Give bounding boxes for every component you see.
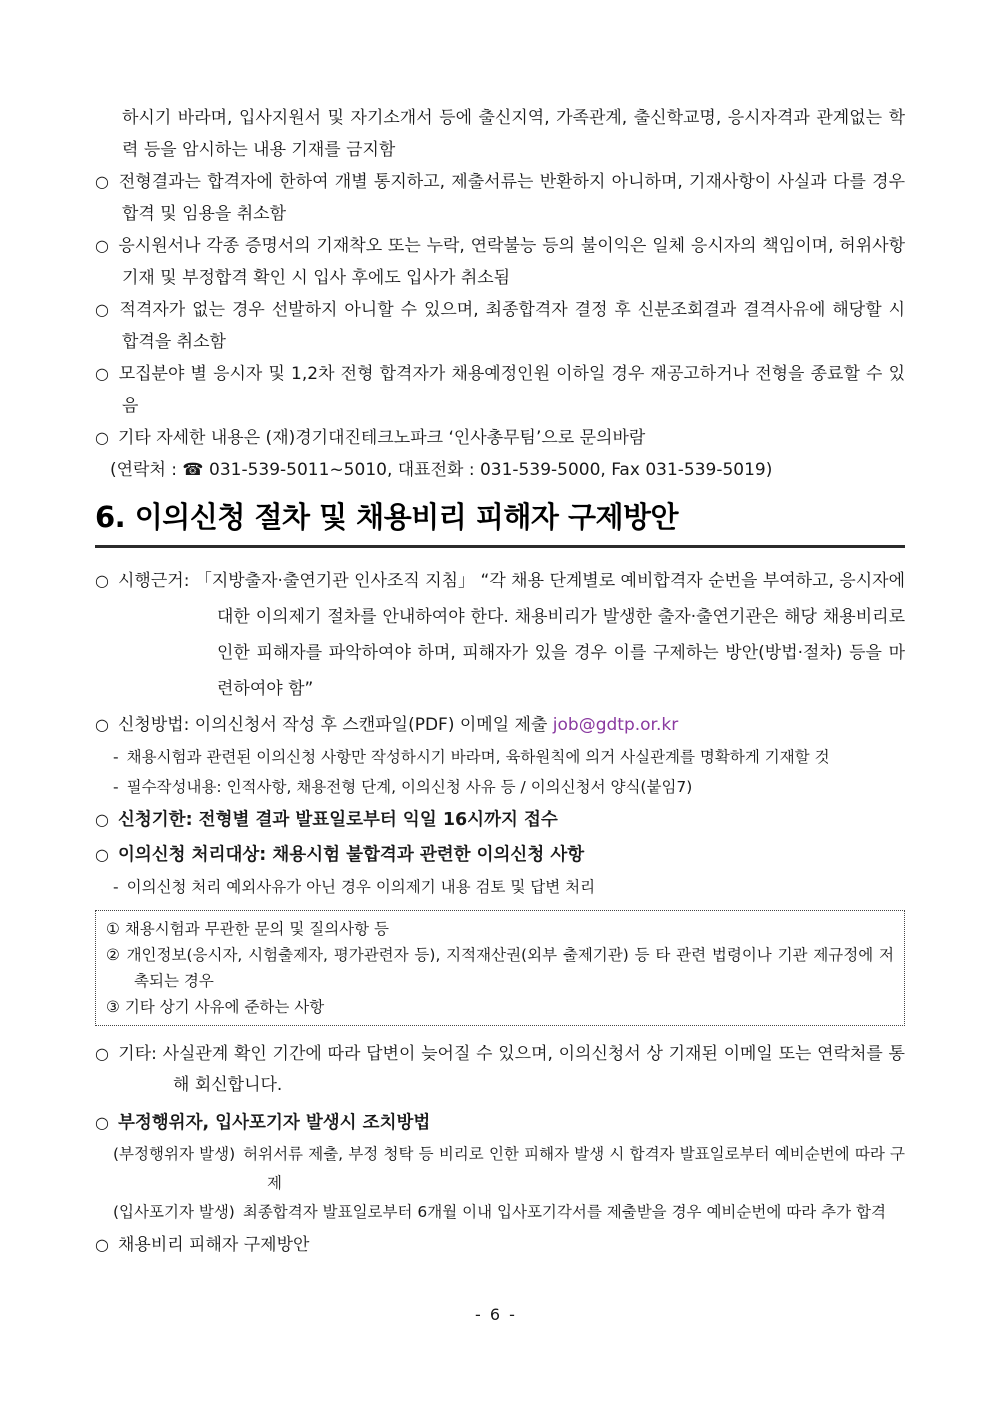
- list-item-remedy: [95, 1228, 905, 1262]
- circle-bullet: ○: [95, 571, 109, 590]
- contact-info-line: (연락처 : ☎ 031-539-5011~5010, 대표전화 : 031-539-5000, Fax 031-539-5019): [110, 460, 773, 480]
- measure-item: [95, 1140, 905, 1198]
- sub-list-item: [95, 742, 905, 772]
- dash-bullet: -: [113, 878, 119, 896]
- section-body: [95, 563, 905, 1262]
- sub-item-text: 채용시험과 관련된 이의신청 사항만 작성하시기 바라며, 육하원칙에 의거 사실관계를 명확하게 기재할 것: [126, 748, 830, 766]
- list-item: [95, 422, 905, 454]
- apply-method-text: 신청방법: 이의신청서 작성 후 스캔파일(PDF) 이메일 제출: [117, 715, 553, 735]
- circle-bullet: ○: [95, 845, 109, 864]
- list-item-apply-method: [95, 708, 905, 742]
- list-item-target: [95, 838, 905, 872]
- section-heading: 6. 이의신청 절차 및 채용비리 피해자 구제방안: [95, 499, 905, 548]
- list-item-measures-heading: [95, 1106, 905, 1140]
- sub-list-item: [95, 872, 905, 902]
- circle-bullet: ○: [95, 715, 109, 734]
- list-item-text: 기타 자세한 내용은 (재)경기대진테크노파크 ‘인사총무팀’으로 문의바람: [117, 428, 646, 448]
- list-item-text: 전형결과는 합격자에 한하여 개별 통지하고, 제출서류는 반환하지 아니하며, 기재사항이 사실과 다를 경우 합격 및 임용을 취소함: [118, 172, 905, 224]
- circle-bullet: ○: [95, 236, 110, 255]
- circle-bullet: ○: [95, 1235, 109, 1254]
- email-link[interactable]: job@gdtp.or.kr: [552, 715, 679, 735]
- list-item-deadline: [95, 803, 905, 837]
- list-item: [95, 358, 905, 422]
- exception-item: ③ 기타 상기 사유에 준하는 사항: [106, 998, 325, 1016]
- list-item: [95, 294, 905, 358]
- list-item-etc: [95, 1038, 905, 1101]
- measure-item: [95, 1198, 905, 1227]
- measure-label: (부정행위자 발생): [113, 1145, 236, 1163]
- measure-text: 허위서류 제출, 부정 청탁 등 비리로 인한 피해자 발생 시 합격자 발표일로부터 예비순번에 따라 구제: [243, 1145, 905, 1192]
- circle-bullet: ○: [95, 300, 111, 319]
- circle-bullet: ○: [95, 428, 109, 447]
- sub-list-item: [95, 772, 905, 802]
- exception-item: ② 개인정보(응시자, 시험출제자, 평가관련자 등), 지적재산권(외부 출제기관) 등 타 관련 법령이나 기관 제규정에 저촉되는 경우: [106, 946, 894, 990]
- paragraph-continuation: 하시기 바라며, 입사지원서 및 자기소개서 등에 출신지역, 가족관계, 출신학교명, 응시자격과 관계없는 학력 등을 암시하는 내용 기재를 금지함: [122, 108, 905, 160]
- list-item-text: 적격자가 없는 경우 선발하지 아니할 수 있으며, 최종합격자 결정 후 신분조회결과 결격사유에 해당할 시 합격을 취소함: [119, 300, 905, 352]
- target-text: 이의신청 처리대상: 채용시험 불합격과 관련한 이의신청 사항: [117, 845, 585, 865]
- circle-bullet: ○: [95, 172, 110, 191]
- remedy-text: 채용비리 피해자 구제방안: [117, 1235, 310, 1255]
- circle-bullet: ○: [95, 364, 110, 383]
- deadline-text: 신청기한: 전형별 결과 발표일로부터 익일 16시까지 접수: [117, 810, 558, 830]
- list-item: [95, 230, 905, 294]
- dash-bullet: -: [113, 748, 119, 766]
- exception-item: ① 채용시험과 무관한 문의 및 질의사항 등: [106, 920, 390, 938]
- circle-bullet: ○: [95, 1044, 110, 1063]
- etc-text: 기타: 사실관계 확인 기간에 따라 답변이 늦어질 수 있으며, 이의신청서 상 기재된 이메일 또는 연락처를 통해 회신합니다.: [118, 1044, 905, 1095]
- page-number: - 6 -: [475, 1305, 517, 1324]
- list-item-basis: [95, 563, 905, 707]
- dash-bullet: -: [113, 778, 119, 796]
- basis-text: 시행근거: 「지방출자·출연기관 인사조직 지침」 “각 채용 단계별로 예비합격자 순번을 부여하고, 응시자에 대한 이의제기 절차를 안내하여야 한다. 채용비리가 발생한 출자·출연기관은 해당 채용비리로 인한 피해자를 파악하여야 하며, 피해자가 있을 경우 이를 구제하는 방안(방법·절차) 등을 마련하여야 함”: [118, 571, 906, 699]
- circle-bullet: ○: [95, 1113, 109, 1132]
- circle-bullet: ○: [95, 810, 109, 829]
- sub-item-text: 이의신청 처리 예외사유가 아닌 경우 이의제기 내용 검토 및 답변 처리: [126, 878, 596, 896]
- list-item-text: 응시원서나 각종 증명서의 기재착오 또는 누락, 연락불능 등의 불이익은 일체 응시자의 책임이며, 허위사항 기재 및 부정합격 확인 시 입사 후에도 입사가 취소됨: [118, 236, 905, 288]
- measures-heading-text: 부정행위자, 입사포기자 발생시 조치방법: [117, 1113, 431, 1133]
- list-item: [95, 166, 905, 230]
- sub-item-text: 필수작성내용: 인적사항, 채용전형 단계, 이의신청 사유 등 / 이의신청서 양식(붙임7): [126, 778, 693, 796]
- list-item-text: 모집분야 별 응시자 및 1,2차 전형 합격자가 채용예정인원 이하일 경우 재공고하거나 전형을 종료할 수 있음: [118, 364, 905, 416]
- measure-label: (입사포기자 발생): [113, 1203, 235, 1221]
- exception-box: [95, 910, 905, 1026]
- measure-text: 최종합격자 발표일로부터 6개월 이내 입사포기각서를 제출받을 경우 예비순번에 따라 추가 합격: [242, 1203, 886, 1221]
